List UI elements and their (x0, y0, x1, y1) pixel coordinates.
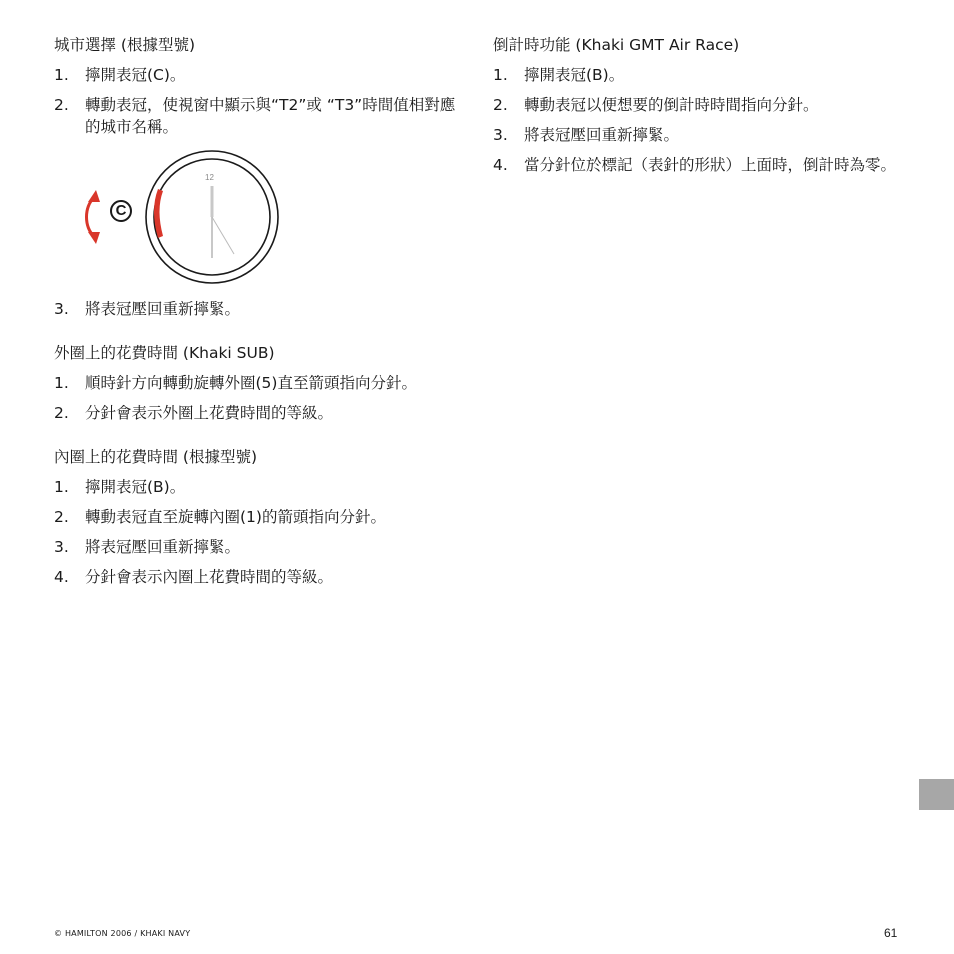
step-number: 2. (54, 96, 69, 114)
list-item (54, 372, 464, 394)
step-text: 將表冠壓回重新擰緊。 (85, 300, 241, 318)
step-text: 擰開表冠(B)。 (85, 478, 186, 496)
inner-ring-steps (54, 476, 464, 588)
inner-ring-section (54, 446, 464, 588)
page-number: 61 (884, 926, 898, 940)
step-text: 將表冠壓回重新擰緊。 (85, 538, 241, 556)
list-item (54, 506, 464, 528)
countdown-section (493, 34, 913, 176)
left-column (54, 34, 464, 596)
step-number: 2. (54, 404, 69, 422)
step-number: 3. (54, 538, 69, 556)
outer-ring-section (54, 342, 464, 424)
step-number: 4. (54, 568, 69, 586)
list-item (493, 124, 913, 146)
inner-ring-heading: 內圈上的花費時間 (根據型號) (54, 448, 258, 466)
right-column (493, 34, 913, 184)
list-item (54, 298, 464, 320)
step-text: 將表冠壓回重新擰緊。 (524, 126, 680, 144)
list-item (54, 94, 464, 138)
step-number: 2. (493, 96, 508, 114)
list-item (54, 566, 464, 588)
step-number: 1. (54, 374, 69, 392)
step-text: 轉動表冠，使視窗中顯示與“T2”或 “T3”時間值相對應的城市名稱。 (85, 96, 456, 136)
step-text: 當分針位於標記（表針的形狀）上面時，倒計時為零。 (524, 156, 897, 174)
list-item (54, 64, 464, 86)
list-item (54, 476, 464, 498)
city-selection-steps-continued (54, 298, 464, 320)
list-item (54, 536, 464, 558)
step-number: 3. (493, 126, 508, 144)
list-item (493, 64, 913, 86)
footer-copyright: © HAMILTON 2006 / KHAKI NAVY (54, 929, 191, 938)
dial-twelve-marker: 12 (205, 173, 214, 182)
outer-ring-heading: 外圈上的花費時間 (Khaki SUB) (54, 344, 275, 362)
step-number: 4. (493, 156, 508, 174)
step-number: 1. (54, 478, 69, 496)
step-text: 擰開表冠(C)。 (85, 66, 186, 84)
crown-c-label: C (110, 200, 132, 222)
countdown-heading: 倒計時功能 (Khaki GMT Air Race) (493, 36, 740, 54)
list-item (54, 402, 464, 424)
countdown-steps (493, 64, 913, 176)
arrow-head-bottom (88, 232, 100, 244)
city-selection-heading: 城市選擇 (根據型號) (54, 36, 196, 54)
step-text: 分針會表示內圈上花費時間的等級。 (85, 568, 334, 586)
step-text: 擰開表冠(B)。 (524, 66, 625, 84)
step-number: 1. (54, 66, 69, 84)
step-number: 3. (54, 300, 69, 318)
step-text: 轉動表冠直至旋轉內圈(1)的箭頭指向分針。 (85, 508, 386, 526)
step-text: 分針會表示外圈上花費時間的等級。 (85, 404, 334, 422)
watch-crown-figure (82, 150, 322, 284)
step-text: 轉動表冠以便想要的倒計時時間指向分針。 (524, 96, 819, 114)
step-number: 1. (493, 66, 508, 84)
list-item (493, 94, 913, 116)
outer-ring-steps (54, 372, 464, 424)
list-item (493, 154, 913, 176)
section-tab-marker (919, 779, 954, 810)
step-text: 順時針方向轉動旋轉外圈(5)直至箭頭指向分針。 (85, 374, 417, 392)
rotation-arrow-icon (87, 198, 95, 236)
step-number: 2. (54, 508, 69, 526)
city-selection-steps (54, 64, 464, 138)
city-selection-section (54, 34, 464, 320)
arrow-head-top (88, 190, 100, 202)
